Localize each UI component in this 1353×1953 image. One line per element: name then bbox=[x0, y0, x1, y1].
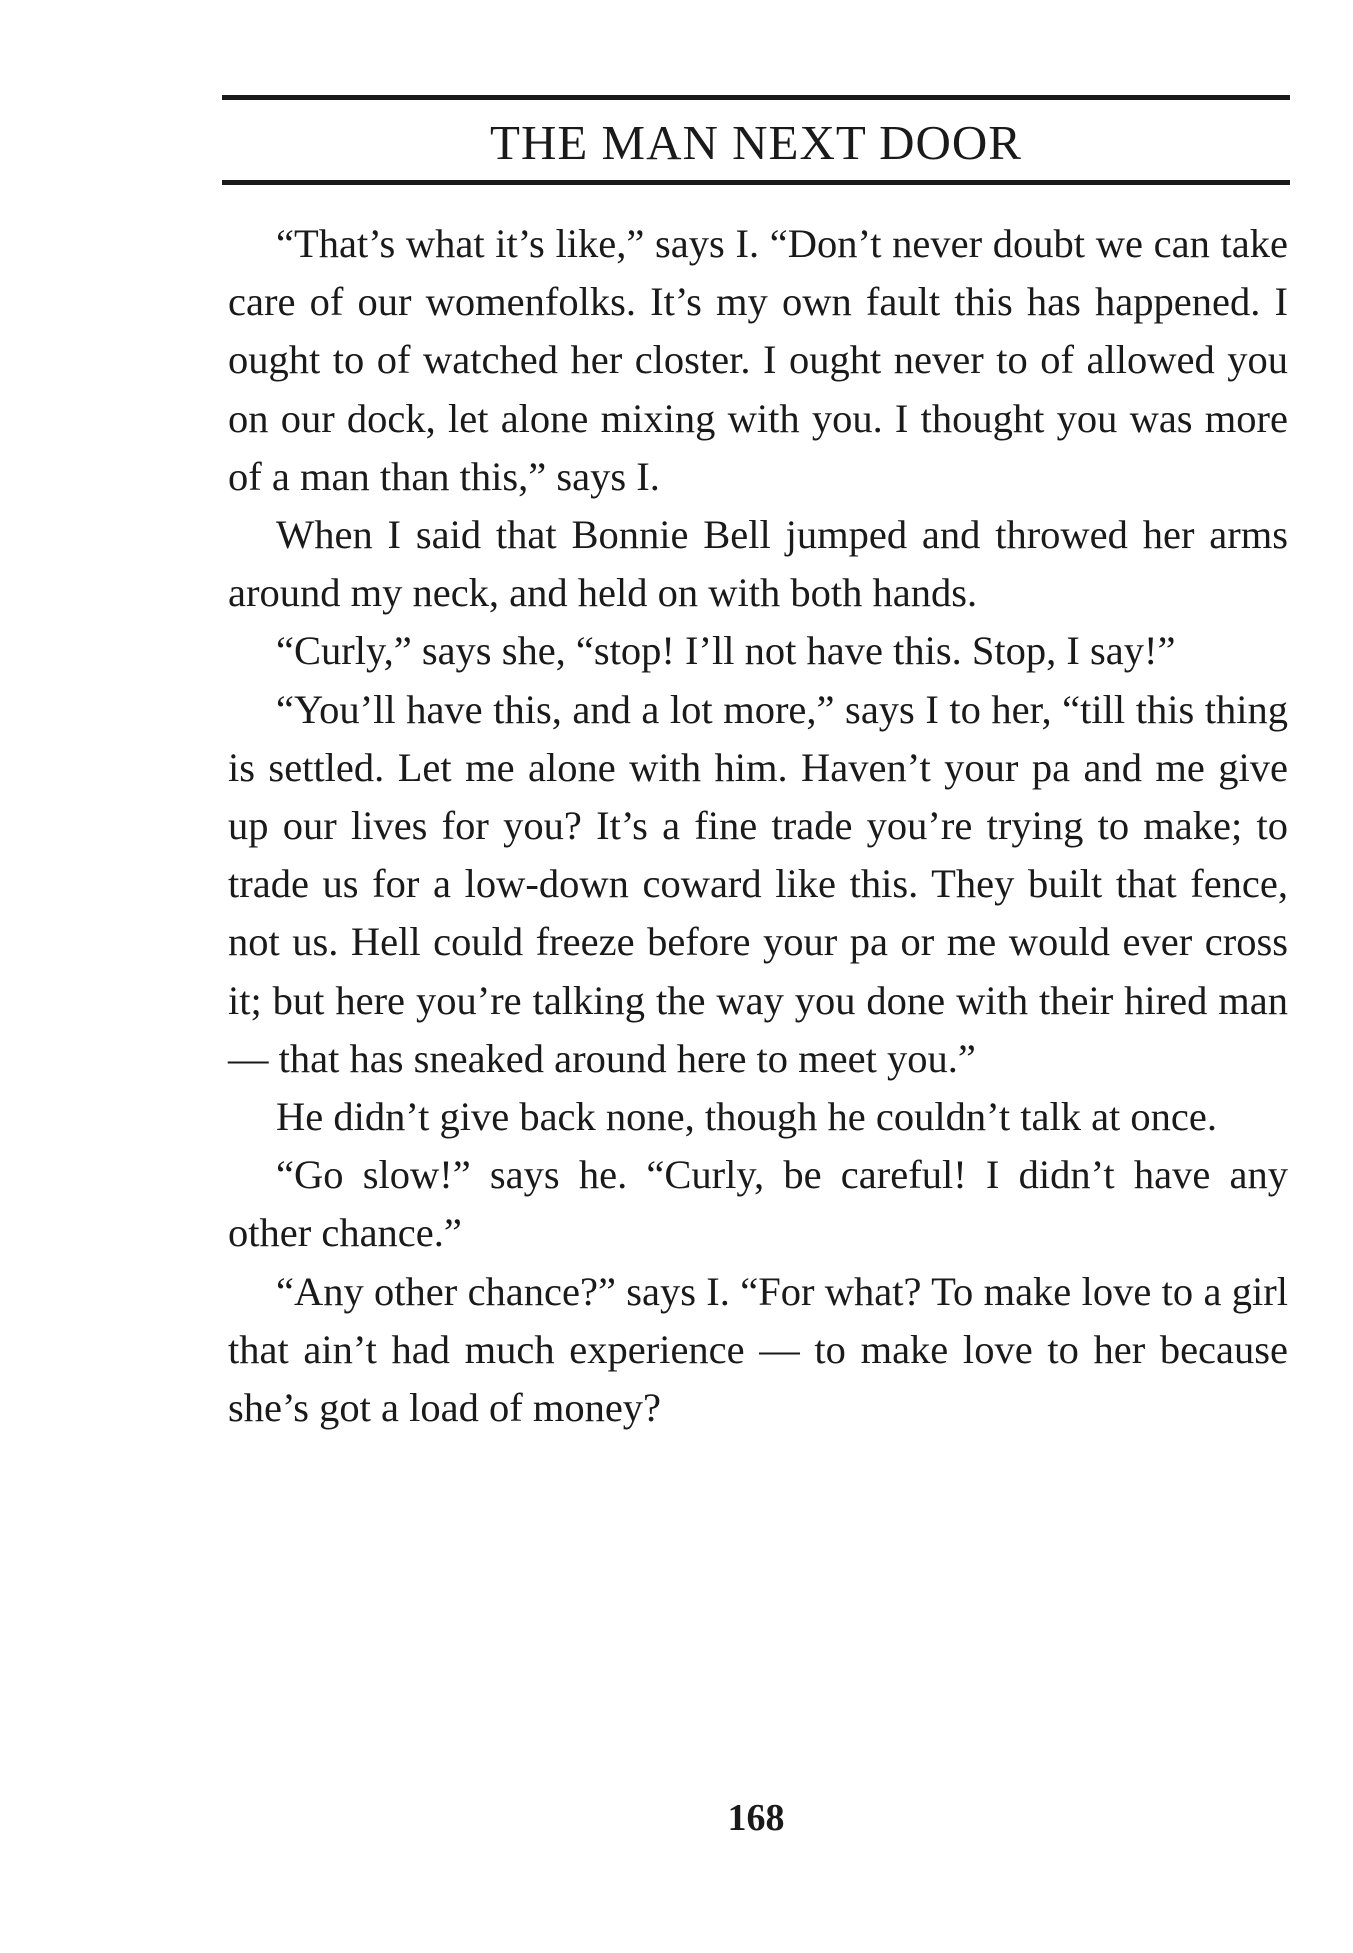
page-number: 168 bbox=[727, 1797, 785, 1839]
header-rule-top bbox=[222, 95, 1290, 100]
paragraph: When I said that Bonnie Bell jumped and throwed her arms around my neck, and held on with both hands. bbox=[228, 512, 1288, 616]
paragraph: “Any other chance?” says I. “For what? To make love to a girl that ain’t had much experience — to make love to her because she’s got a load of money? bbox=[228, 1268, 1288, 1431]
body-text bbox=[228, 215, 1288, 1437]
paragraph: “That’s what it’s like,” says I. “Don’t never doubt we can take care of our womenfolks. It’s my own fault this has happened. I ought to of watched her closter. I ought never to of allowed you on our dock, let alone mixing with you. I thought you was more of a man than this,” says I. bbox=[228, 221, 1288, 499]
paragraph: “Go slow!” says he. “Curly, be careful! I didn’t have any other chance.” bbox=[228, 1152, 1288, 1256]
header-rule-bottom bbox=[222, 180, 1290, 185]
paragraph: “Curly,” says she, “stop! I’ll not have this. Stop, I say!” bbox=[276, 628, 1176, 674]
paragraph: He didn’t give back none, though he couldn’t talk at once. bbox=[276, 1094, 1218, 1140]
paragraph: “You’ll have this, and a lot more,” says I to her, “till this thing is settled. Let me alone with him. Haven’t your pa and me give up our lives for you? It’s a fine trade you’re trying to make; to trade us for a low-down coward like this. They built that fence, not us. Hell could freeze before your pa or me would ever cross it; but here you’re talking the way you done with their hired man — that has sneaked around here to meet you.” bbox=[228, 686, 1288, 1081]
running-head: THE MAN NEXT DOOR bbox=[490, 115, 1022, 170]
